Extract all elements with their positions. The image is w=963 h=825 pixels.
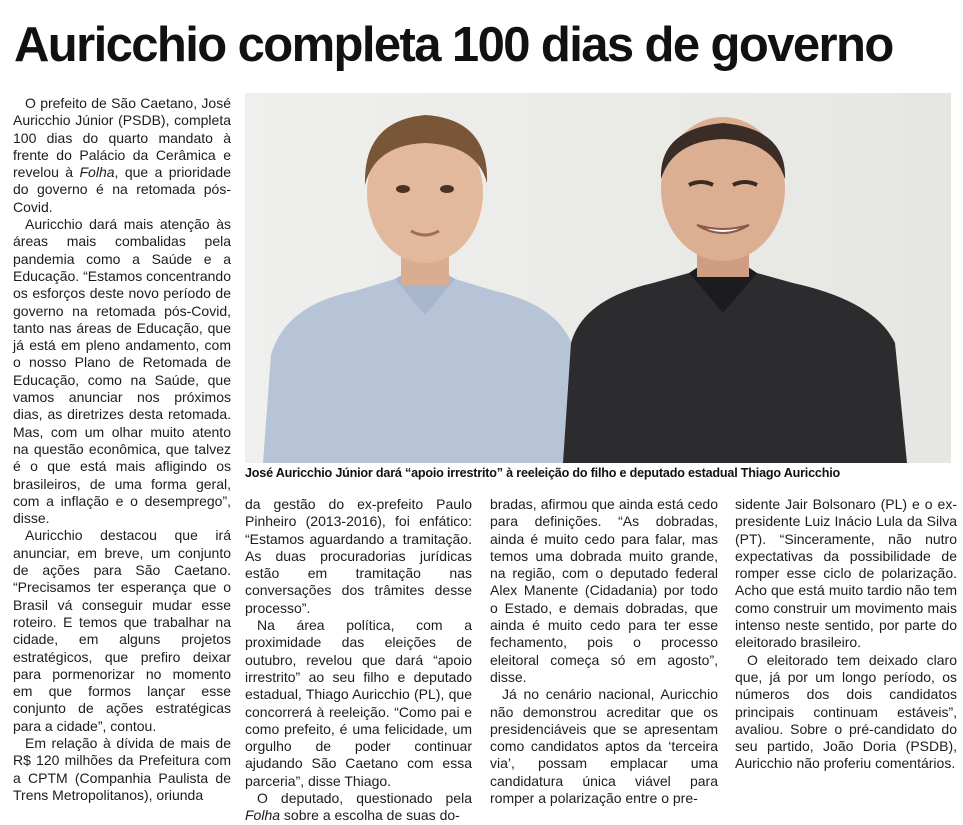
paragraph: O prefeito de São Caetano, José Auricchio Júnior (PSDB), completa 100 dias do quarto mandato à frente do Palácio da Cerâmica e revelou à Folha, que a prioridade do governo é na retomada pós-Covid. <box>13 95 232 215</box>
article-column-2 <box>245 496 472 824</box>
paragraph: sidente Jair Bolsonaro (PL) e o ex-presidente Luiz Inácio Lula da Silva (PT). “Sinceramente, não nutro expectativas da possibilidade de romper esse ciclo de polarização. Acho que está muito tardio não tem como construir um movimento mais intenso neste sentido, por parte do eleitorado brasileiro. <box>735 496 957 651</box>
paragraph: O eleitorado tem deixado claro que, já por um longo período, os números dos dois candidatos principais continuam estáveis”, avaliou. Sobre o pré-candidato do seu partido, João Doria (PSDB), Auricchio não proferiu comentários. <box>735 651 957 772</box>
photo-illustration <box>245 93 951 463</box>
paragraph: O deputado, questionado pela Folha sobre a escolha de suas do- <box>245 790 472 824</box>
paragraph: bradas, afirmou que ainda está cedo para definições. “As dobradas, ainda é muito cedo para falar, mas temos uma dobrada muito grande, na região, com o deputado federal Alex Manente (Cidadania) por todo o Estado, e demais dobradas, que ainda é muito cedo para ter esse fechamento, pois o processo eleitoral começa só em agosto”, disse. <box>490 496 718 685</box>
photo-caption: José Auricchio Júnior dará “apoio irrestrito” à reeleição do filho e deputado estadual Thiago Auricchio <box>245 466 840 480</box>
article-column-3 <box>490 496 718 811</box>
newspaper-name: Folha <box>79 164 115 181</box>
article-column-1 <box>13 95 231 810</box>
article-column-4 <box>735 496 957 811</box>
paragraph: da gestão do ex-prefeito Paulo Pinheiro (2013-2016), foi enfático: “Estamos aguardando a tramitação. As duas procuradorias jurídicas estão em tramitação nas conversações dos trâmites desse processo”. <box>245 496 472 616</box>
paragraph: Na área política, com a proximidade das eleições de outubro, revelou que dará “apoio irrestrito” ao seu filho e deputado estadual, Thiago Auricchio (PL), que concorrerá à reeleição. “Como pai e como prefeito, é uma felicidade, um orgulho de poder continuar ajudando São Caetano com essa parceria”, disse Thiago. <box>245 617 472 789</box>
headline: Auricchio completa 100 dias de governo <box>14 18 893 72</box>
paragraph: Já no cenário nacional, Auricchio não demonstrou acreditar que os presidenciáveis que se apresentam como candidatos aptos da ‘terceira via’, possam emplacar uma candidatura única viável para romper a polarização entre o pre- <box>490 686 718 807</box>
article-photo <box>245 93 951 463</box>
paragraph: Auricchio dará mais atenção às áreas mais combalidas pela pandemia como a Saúde e a Educação. “Estamos concentrando os esforços deste novo período de governo na retomada pós-Covid, tanto nas áreas de Educação, que já está em pleno andamento, com o nosso Plano de Retomada de Educação, como na Saúde, que vamos anunciar nos próximos dias, as diretrizes desta retomada. Mas, com um olhar muito atento na questão econômica, que talvez é o que está mais afligindo os brasileiros, de uma forma geral, com a inflação e o desemprego”, disse. <box>13 216 231 527</box>
newspaper-name: Folha <box>245 807 281 824</box>
paragraph: Auricchio destacou que irá anunciar, em breve, um conjunto de ações para São Caetano. “Precisamos ter esperança que o Brasil vá conseguir mudar esse roteiro. E temos que trabalhar na cidade, em alguns projetos estratégicos, que prefiro deixar para pormenorizar no momento em que formos lançar esse conjunto de ações estratégicas para a cidade”, contou. <box>13 527 231 734</box>
paragraph: Em relação à dívida de mais de R$ 120 milhões da Prefeitura com a CPTM (Companhia Paulista de Trens Metropolitanos), oriunda <box>13 734 231 803</box>
